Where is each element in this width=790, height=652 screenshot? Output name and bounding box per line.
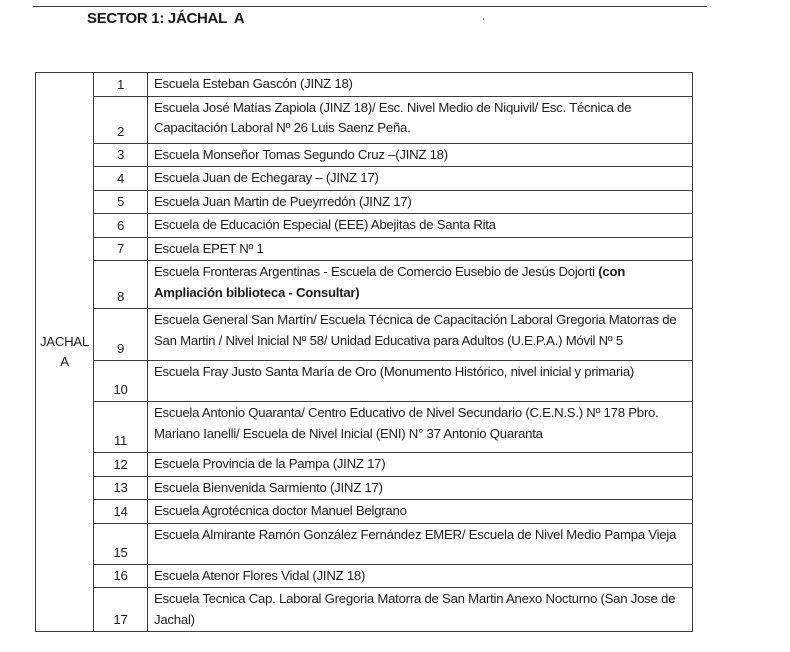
table-row <box>36 588 693 632</box>
school-name-cell <box>148 261 693 309</box>
school-name-cell <box>148 167 693 191</box>
table-row <box>36 523 693 564</box>
table-row <box>36 143 693 167</box>
schools-table-body <box>36 73 693 632</box>
school-name-cell <box>148 190 693 214</box>
schools-table <box>35 72 693 632</box>
school-number: 13 <box>94 476 148 500</box>
school-name-cell <box>148 143 693 167</box>
table-row <box>36 402 693 453</box>
school-name-cell <box>148 309 693 361</box>
school-name-cell <box>148 96 693 143</box>
school-name: Escuela Almirante Ramón González Fernández EMER/ Escuela de Nivel Medio Pampa Vieja <box>154 526 677 542</box>
school-number: 9 <box>94 309 148 361</box>
sector-title: SECTOR 1: JÁCHAL A <box>87 10 245 27</box>
school-name: Escuela Antonio Quaranta/ Centro Educativo de Nivel Secundario (C.E.N.S.) Nº 178 Pbro. Mariano Ianelli/ Escuela de Nivel Inicial (ENI) N° 37 Antonio Quaranta <box>154 405 659 441</box>
table-row <box>36 96 693 143</box>
region-sector-letter: A <box>60 354 69 369</box>
school-number: 10 <box>94 361 148 402</box>
school-number: 8 <box>94 261 148 309</box>
table-row <box>36 564 693 588</box>
school-name: Escuela Monseñor Tomas Segundo Cruz –(JINZ 18) <box>154 146 448 162</box>
school-number: 14 <box>94 500 148 524</box>
school-number: 6 <box>94 214 148 238</box>
school-name-cell <box>148 453 693 477</box>
school-number: 16 <box>94 564 148 588</box>
school-name-cell <box>148 73 693 97</box>
table-row <box>36 237 693 261</box>
school-note-bold: (con Ampliación biblioteca - Consultar) <box>154 264 626 300</box>
table-row <box>36 73 693 97</box>
school-number: 3 <box>94 143 148 167</box>
school-name: Escuela Agrotécnica doctor Manuel Belgrano <box>154 503 407 518</box>
table-row <box>36 453 693 477</box>
school-name: Escuela EPET Nº 1 <box>154 240 264 256</box>
table-row <box>36 190 693 214</box>
school-name-cell <box>148 564 693 588</box>
school-name: Escuela Provincia de la Pampa (JINZ 17) <box>154 456 386 471</box>
school-name: Escuela Fray Justo Santa María de Oro (Monumento Histórico, nivel inicial y primaria) <box>154 364 635 379</box>
school-name: Escuela Bienvenida Sarmiento (JINZ 17) <box>154 479 383 495</box>
table-row <box>36 167 693 191</box>
school-number: 17 <box>94 588 148 632</box>
school-name: Escuela Tecnica Cap. Laboral Gregoria Matorra de San Martin Anexo Nocturno (San Jose de Jachal) <box>154 591 676 627</box>
table-row <box>36 361 693 402</box>
school-number: 7 <box>94 237 148 261</box>
school-number: 12 <box>94 453 148 477</box>
school-name: Escuela Atenor Flores Vidal (JINZ 18) <box>154 567 366 583</box>
school-name-cell <box>148 588 693 632</box>
school-number: 11 <box>94 402 148 453</box>
table-row <box>36 500 693 524</box>
school-name-cell <box>148 500 693 524</box>
school-name-cell <box>148 214 693 238</box>
school-name-cell <box>148 476 693 500</box>
school-number: 4 <box>94 167 148 191</box>
top-horizontal-rule <box>33 6 707 7</box>
school-number: 15 <box>94 523 148 564</box>
school-name: Escuela Juan Martin de Pueyrredón (JINZ 17) <box>154 193 412 209</box>
region-name: JACHAL <box>39 334 90 349</box>
school-number: 1 <box>94 73 148 97</box>
school-number: 5 <box>94 190 148 214</box>
school-name-cell <box>148 402 693 453</box>
school-name-cell <box>148 237 693 261</box>
school-number: 2 <box>94 96 148 143</box>
table-row <box>36 476 693 500</box>
region-cell <box>36 73 94 632</box>
scan-speck <box>483 18 484 20</box>
school-name: Escuela de Educación Especial (EEE) Abejitas de Santa Rita <box>154 217 496 232</box>
school-name: Escuela Juan de Echegaray – (JINZ 17) <box>154 170 379 185</box>
school-name: Escuela General San Martín/ Escuela Técnica de Capacitación Laboral Gregoria Matorras de San Martin / Nivel Inicial Nº 58/ Unidad Educativa para Adultos (U.E.P.A.) Móvil Nº 5 <box>154 312 677 348</box>
school-name-cell <box>148 361 693 402</box>
school-name-cell <box>148 523 693 564</box>
table-row <box>36 214 693 238</box>
table-row <box>36 261 693 309</box>
school-name: Escuela Esteban Gascón (JINZ 18) <box>154 76 353 91</box>
school-name: Escuela Fronteras Argentinas - Escuela de Comercio Eusebio de Jesús Dojorti <box>154 264 599 279</box>
table-row <box>36 309 693 361</box>
school-name: Escuela José Matías Zapiola (JINZ 18)/ Esc. Nivel Medio de Niquivil/ Esc. Técnica de Capacitación Laboral Nº 26 Luis Saenz Peña. <box>154 99 632 135</box>
